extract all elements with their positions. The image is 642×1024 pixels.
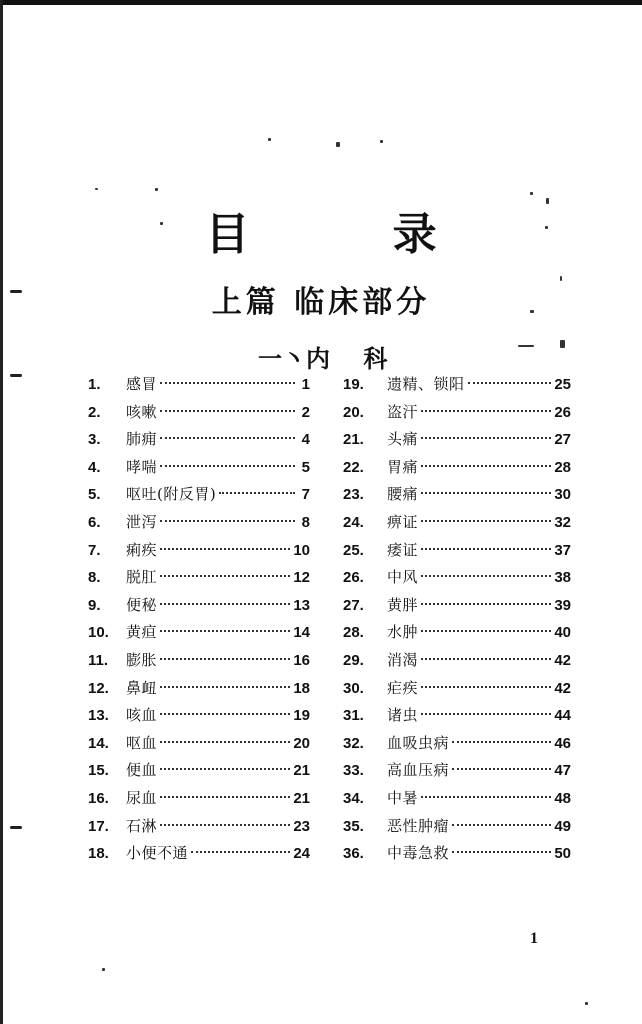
toc-entry-page: 2	[301, 403, 310, 421]
toc-entry-page: 42	[554, 679, 571, 697]
toc-entry-title: 黄疸	[126, 623, 158, 642]
toc-entry-number: 35.	[343, 817, 364, 835]
toc-entry-title: 尿血	[126, 788, 158, 807]
scan-speck	[95, 188, 98, 190]
toc-leader-dots	[468, 382, 552, 384]
toc-entry-page: 24	[293, 845, 310, 863]
toc-leader-dots	[421, 603, 551, 605]
scan-speck	[560, 276, 562, 281]
margin-mark	[10, 374, 22, 377]
toc-entry-page: 21	[293, 789, 310, 807]
toc-leader-dots	[160, 603, 290, 605]
toc-entry-number: 31.	[343, 707, 364, 725]
toc-entry-page: 7	[301, 486, 310, 504]
toc-entry-number: 2.	[88, 403, 101, 421]
toc-entry-number: 26.	[343, 569, 364, 587]
toc-leader-dots	[160, 796, 290, 798]
toc-entry[interactable]	[88, 426, 310, 454]
toc-leader-dots	[160, 630, 290, 632]
toc-leader-dots	[160, 520, 295, 522]
toc-entry-number: 30.	[343, 679, 364, 697]
toc-leader-dots	[160, 741, 290, 743]
toc-leader-dots	[160, 465, 295, 467]
toc-entry[interactable]	[343, 813, 571, 841]
toc-leader-dots	[421, 465, 551, 467]
section-heading: 一丶内 科	[258, 344, 388, 373]
toc-entry-page: 40	[554, 624, 571, 642]
toc-left-column	[88, 371, 310, 868]
toc-entry-number: 1.	[88, 376, 101, 393]
toc-entry-title: 呕血	[126, 733, 158, 752]
toc-entry-title: 高血压病	[387, 761, 450, 780]
toc-entry-number: 11.	[88, 651, 109, 669]
scan-speck	[530, 192, 533, 195]
toc-leader-dots	[160, 548, 290, 550]
toc-leader-dots	[421, 686, 551, 688]
toc-entry[interactable]	[343, 537, 571, 565]
toc-entry-title: 泄泻	[126, 512, 158, 531]
toc-entry-page: 12	[293, 569, 310, 587]
toc-entry[interactable]	[88, 509, 310, 537]
toc-leader-dots	[160, 437, 295, 439]
toc-entry[interactable]	[88, 813, 310, 841]
toc-entry[interactable]	[343, 757, 571, 785]
toc-entry[interactable]	[343, 481, 571, 509]
toc-entry-title: 黄胖	[387, 595, 419, 614]
toc-leader-dots	[452, 741, 551, 743]
toc-leader-dots	[421, 410, 551, 412]
toc-entry-title: 诸虫	[387, 706, 419, 725]
toc-entry[interactable]	[343, 785, 571, 813]
scan-speck	[380, 140, 383, 143]
toc-entry-title: 咳嗽	[126, 402, 158, 421]
toc-entry-number: 7.	[88, 541, 101, 559]
toc-leader-dots	[421, 796, 551, 798]
toc-entry-number: 33.	[343, 762, 364, 780]
toc-entry-number: 9.	[88, 596, 101, 614]
toc-entry[interactable]	[88, 454, 310, 482]
toc-entry[interactable]	[343, 399, 571, 427]
toc-entry-page: 30	[554, 486, 571, 504]
part-heading: 上篇 临床部分	[211, 284, 431, 320]
toc-entry-title: 膨胀	[126, 650, 158, 669]
toc-entry-page: 21	[293, 762, 310, 780]
toc-entry-page: 50	[554, 845, 571, 863]
toc-entry-page: 18	[293, 679, 310, 697]
toc-entry-title: 石淋	[126, 816, 158, 835]
toc-entry-title: 痢疾	[126, 540, 158, 559]
toc-entry-number: 22.	[343, 458, 364, 476]
top-border-rule	[0, 0, 642, 5]
toc-entry-page: 32	[554, 513, 571, 531]
toc-leader-dots	[421, 492, 551, 494]
toc-leader-dots	[421, 658, 551, 660]
toc-entry-number: 32.	[343, 734, 364, 752]
toc-entry[interactable]	[88, 730, 310, 758]
toc-entry-title: 恶性肿瘤	[387, 816, 450, 835]
toc-leader-dots	[219, 492, 295, 494]
toc-entry-title: 盗汗	[387, 402, 419, 421]
toc-entry-number: 5.	[88, 486, 101, 504]
toc-entry-number: 23.	[343, 486, 364, 504]
toc-entry-number: 14.	[88, 734, 109, 752]
toc-entry-page: 20	[293, 734, 310, 752]
toc-entry[interactable]	[88, 785, 310, 813]
toc-entry-title: 呕吐(附反胃)	[126, 485, 217, 504]
toc-entry[interactable]	[343, 564, 571, 592]
toc-entry-number: 27.	[343, 596, 364, 614]
toc-leader-dots	[421, 548, 551, 550]
toc-entry-number: 18.	[88, 845, 109, 863]
scan-speck	[546, 198, 549, 204]
toc-entry-title: 水肿	[387, 623, 419, 642]
toc-entry-page: 25	[554, 376, 571, 393]
toc-entry[interactable]	[88, 564, 310, 592]
toc-entry[interactable]	[88, 619, 310, 647]
toc-entry-title: 头痛	[387, 430, 419, 449]
toc-entry[interactable]	[88, 399, 310, 427]
scan-speck	[102, 968, 105, 971]
toc-entry[interactable]	[343, 730, 571, 758]
toc-entry[interactable]	[343, 454, 571, 482]
toc-entry-title: 中毒急救	[387, 844, 450, 863]
toc-leader-dots	[160, 410, 295, 412]
toc-entry-number: 28.	[343, 624, 364, 642]
toc-entry-number: 4.	[88, 458, 101, 476]
toc-entry[interactable]	[343, 371, 571, 399]
page-number: 1	[530, 930, 538, 947]
toc-entry-title: 小便不通	[126, 844, 189, 863]
toc-entry-page: 37	[554, 541, 571, 559]
toc-entry-page: 42	[554, 651, 571, 669]
left-border-rule	[0, 0, 3, 1024]
scan-speck	[155, 188, 158, 191]
toc-leader-dots	[160, 824, 290, 826]
scan-speck	[585, 1002, 588, 1005]
toc-entry-page: 48	[554, 789, 571, 807]
toc-entry-page: 1	[301, 376, 310, 393]
toc-entry-page: 19	[293, 707, 310, 725]
toc-leader-dots	[160, 686, 290, 688]
toc-entry-number: 36.	[343, 845, 364, 863]
toc-entry[interactable]	[343, 509, 571, 537]
toc-leader-dots	[160, 713, 290, 715]
toc-leader-dots	[160, 768, 290, 770]
toc-entry[interactable]	[343, 702, 571, 730]
toc-entry-page: 39	[554, 596, 571, 614]
toc-entry-title: 中暑	[387, 788, 419, 807]
margin-mark	[10, 826, 22, 829]
toc-entry-title: 痿证	[387, 540, 419, 559]
toc-entry-page: 4	[301, 431, 310, 449]
page-title: 目 录	[205, 209, 501, 261]
toc-entry-page: 38	[554, 569, 571, 587]
toc-entry-title: 脱肛	[126, 568, 158, 587]
toc-leader-dots	[160, 658, 290, 660]
scan-speck	[518, 345, 534, 347]
toc-entry-title: 遗精、锁阳	[387, 375, 465, 393]
toc-entry-title: 哮喘	[126, 457, 158, 476]
toc-entry-page: 14	[293, 624, 310, 642]
toc-entry-page: 44	[554, 707, 571, 725]
toc-leader-dots	[452, 768, 551, 770]
toc-entry-title: 疟疾	[387, 678, 419, 697]
toc-entry-title: 便秘	[126, 595, 158, 614]
toc-leader-dots	[421, 630, 551, 632]
toc-entry-title: 便血	[126, 761, 158, 780]
toc-entry-title: 咳血	[126, 706, 158, 725]
toc-entry-title: 胃痛	[387, 457, 419, 476]
toc-entry-page: 49	[554, 817, 571, 835]
toc-entry-page: 16	[293, 651, 310, 669]
toc-entry[interactable]	[88, 537, 310, 565]
toc-entry-number: 3.	[88, 431, 101, 449]
toc-entry-number: 20.	[343, 403, 364, 421]
toc-entry[interactable]	[88, 481, 310, 509]
toc-entry-number: 21.	[343, 431, 364, 449]
toc-entry-number: 15.	[88, 762, 109, 780]
toc-entry-number: 24.	[343, 513, 364, 531]
toc-entry-title: 肺痈	[126, 430, 158, 449]
toc-entry-title: 中风	[387, 568, 419, 587]
toc-entry-page: 8	[301, 513, 310, 531]
toc-entry-title: 消渴	[387, 650, 419, 669]
toc-entry[interactable]	[88, 702, 310, 730]
toc-entry[interactable]	[88, 757, 310, 785]
toc-entry[interactable]	[343, 647, 571, 675]
toc-entry-number: 8.	[88, 569, 101, 587]
toc-entry-page: 13	[293, 596, 310, 614]
toc-entry[interactable]	[343, 619, 571, 647]
toc-entry-number: 17.	[88, 817, 109, 835]
toc-leader-dots	[160, 382, 295, 384]
toc-leader-dots	[160, 575, 290, 577]
toc-entry-title: 血吸虫病	[387, 733, 450, 752]
toc-entry-page: 26	[554, 403, 571, 421]
toc-entry-number: 29.	[343, 651, 364, 669]
toc-entry-number: 13.	[88, 707, 109, 725]
toc-entry-number: 12.	[88, 679, 109, 697]
toc-entry-page: 23	[293, 817, 310, 835]
toc-entry-title: 腰痛	[387, 485, 419, 504]
toc-entry-number: 16.	[88, 789, 109, 807]
scan-speck	[336, 142, 340, 147]
toc-entry[interactable]	[343, 675, 571, 703]
toc-entry[interactable]	[88, 647, 310, 675]
toc-entry-number: 19.	[343, 376, 364, 393]
toc-entry-page: 28	[554, 458, 571, 476]
scan-speck	[268, 138, 271, 141]
toc-entry[interactable]	[88, 840, 310, 868]
toc-entry-number: 10.	[88, 624, 109, 642]
toc-entry-page: 47	[554, 762, 571, 780]
toc-leader-dots	[452, 851, 551, 853]
toc-entry[interactable]	[88, 371, 310, 399]
toc-leader-dots	[421, 713, 551, 715]
toc-leader-dots	[421, 437, 551, 439]
toc-leader-dots	[421, 520, 551, 522]
toc-right-column	[343, 371, 571, 868]
toc-leader-dots	[191, 851, 290, 853]
toc-entry-page: 10	[293, 541, 310, 559]
scan-speck	[560, 340, 565, 348]
toc-entry[interactable]	[88, 675, 310, 703]
toc-entry-page: 46	[554, 734, 571, 752]
toc-entry[interactable]	[343, 840, 571, 868]
toc-entry[interactable]	[343, 592, 571, 620]
toc-entry-title: 感冒	[126, 375, 158, 393]
toc-entry[interactable]	[343, 426, 571, 454]
toc-leader-dots	[452, 824, 551, 826]
toc-entry[interactable]	[88, 592, 310, 620]
toc-entry-number: 34.	[343, 789, 364, 807]
toc-entry-title: 鼻衄	[126, 678, 158, 697]
toc-entry-title: 痹证	[387, 512, 419, 531]
toc-entry-number: 6.	[88, 513, 101, 531]
toc-leader-dots	[421, 575, 551, 577]
toc-entry-page: 5	[301, 458, 310, 476]
toc-entry-number: 25.	[343, 541, 364, 559]
toc-entry-page: 27	[554, 431, 571, 449]
